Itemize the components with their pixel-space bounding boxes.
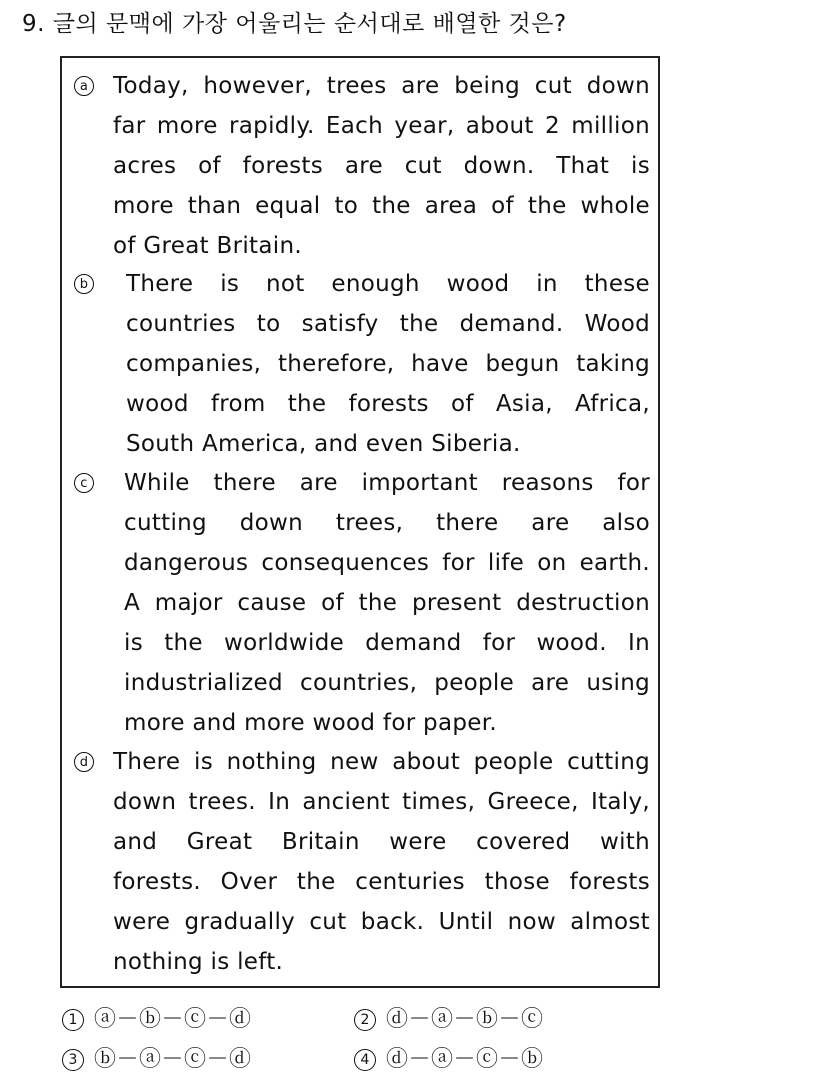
- choice-sequence: ⓑ－ⓐ－ⓒ－ⓓ: [94, 1047, 252, 1072]
- question-title: [22, 6, 567, 42]
- paragraph-marker: d: [74, 742, 106, 782]
- choice-4[interactable]: [354, 1042, 544, 1078]
- paragraph-line: were gradually cut back. Until now almost: [113, 909, 650, 935]
- paragraph-line: countries to satisfy the demand. Wood: [126, 311, 650, 337]
- paragraph-line: wood from the forests of Asia, Africa,: [126, 391, 650, 417]
- passage-box: [60, 56, 660, 988]
- paragraph-line: acres of forests are cut down. That is: [113, 153, 650, 179]
- choice-number: 2: [354, 1009, 376, 1031]
- paragraph-line: is the worldwide demand for wood. In: [124, 630, 650, 656]
- paragraph-line: industrialized countries, people are using: [124, 670, 650, 696]
- paragraph-line: companies, therefore, have begun taking: [126, 351, 650, 377]
- paragraph-line: While there are important reasons for: [124, 470, 650, 496]
- paragraph-line: There is not enough wood in these: [126, 271, 650, 297]
- paragraph-line: and Great Britain were covered with: [113, 829, 650, 855]
- choice-number: 1: [62, 1009, 84, 1031]
- paragraph-line: Today, however, trees are being cut down: [113, 73, 650, 99]
- paragraph-line: dangerous consequences for life on earth.: [124, 550, 650, 576]
- choice-number: 4: [354, 1049, 376, 1071]
- choice-3[interactable]: [62, 1042, 252, 1078]
- paragraph-line: more and more wood for paper.: [124, 710, 497, 736]
- paragraph-line: nothing is left.: [113, 949, 284, 975]
- paragraph-line: A major cause of the present destruction: [124, 590, 650, 616]
- paragraph-marker: a: [74, 66, 106, 106]
- question-prompt: 글의 문맥에 가장 어울리는 순서대로 배열한 것은?: [52, 11, 567, 37]
- choice-sequence: ⓐ－ⓑ－ⓒ－ⓓ: [94, 1007, 252, 1032]
- paragraph-line: far more rapidly. Each year, about 2 million: [113, 113, 650, 139]
- paragraph-line: There is nothing new about people cutting: [113, 749, 650, 775]
- choice-1[interactable]: [62, 1002, 252, 1038]
- paragraph-line: cutting down trees, there are also: [124, 510, 650, 536]
- choice-sequence: ⓓ－ⓐ－ⓑ－ⓒ: [386, 1007, 544, 1032]
- paragraph-marker: b: [74, 264, 106, 304]
- paragraph-line: of Great Britain.: [113, 233, 302, 259]
- paragraph-line: more than equal to the area of the whole: [113, 193, 650, 219]
- choice-sequence: ⓓ－ⓐ－ⓒ－ⓑ: [386, 1047, 544, 1072]
- paragraph-line: forests. Over the centuries those forests: [113, 869, 650, 895]
- choice-number: 3: [62, 1049, 84, 1071]
- paragraph-marker: c: [74, 463, 106, 503]
- question-number: 9.: [22, 11, 45, 37]
- paragraph-line: South America, and even Siberia.: [126, 431, 521, 457]
- choice-2[interactable]: [354, 1002, 544, 1038]
- paragraph-line: down trees. In ancient times, Greece, Italy,: [113, 789, 650, 815]
